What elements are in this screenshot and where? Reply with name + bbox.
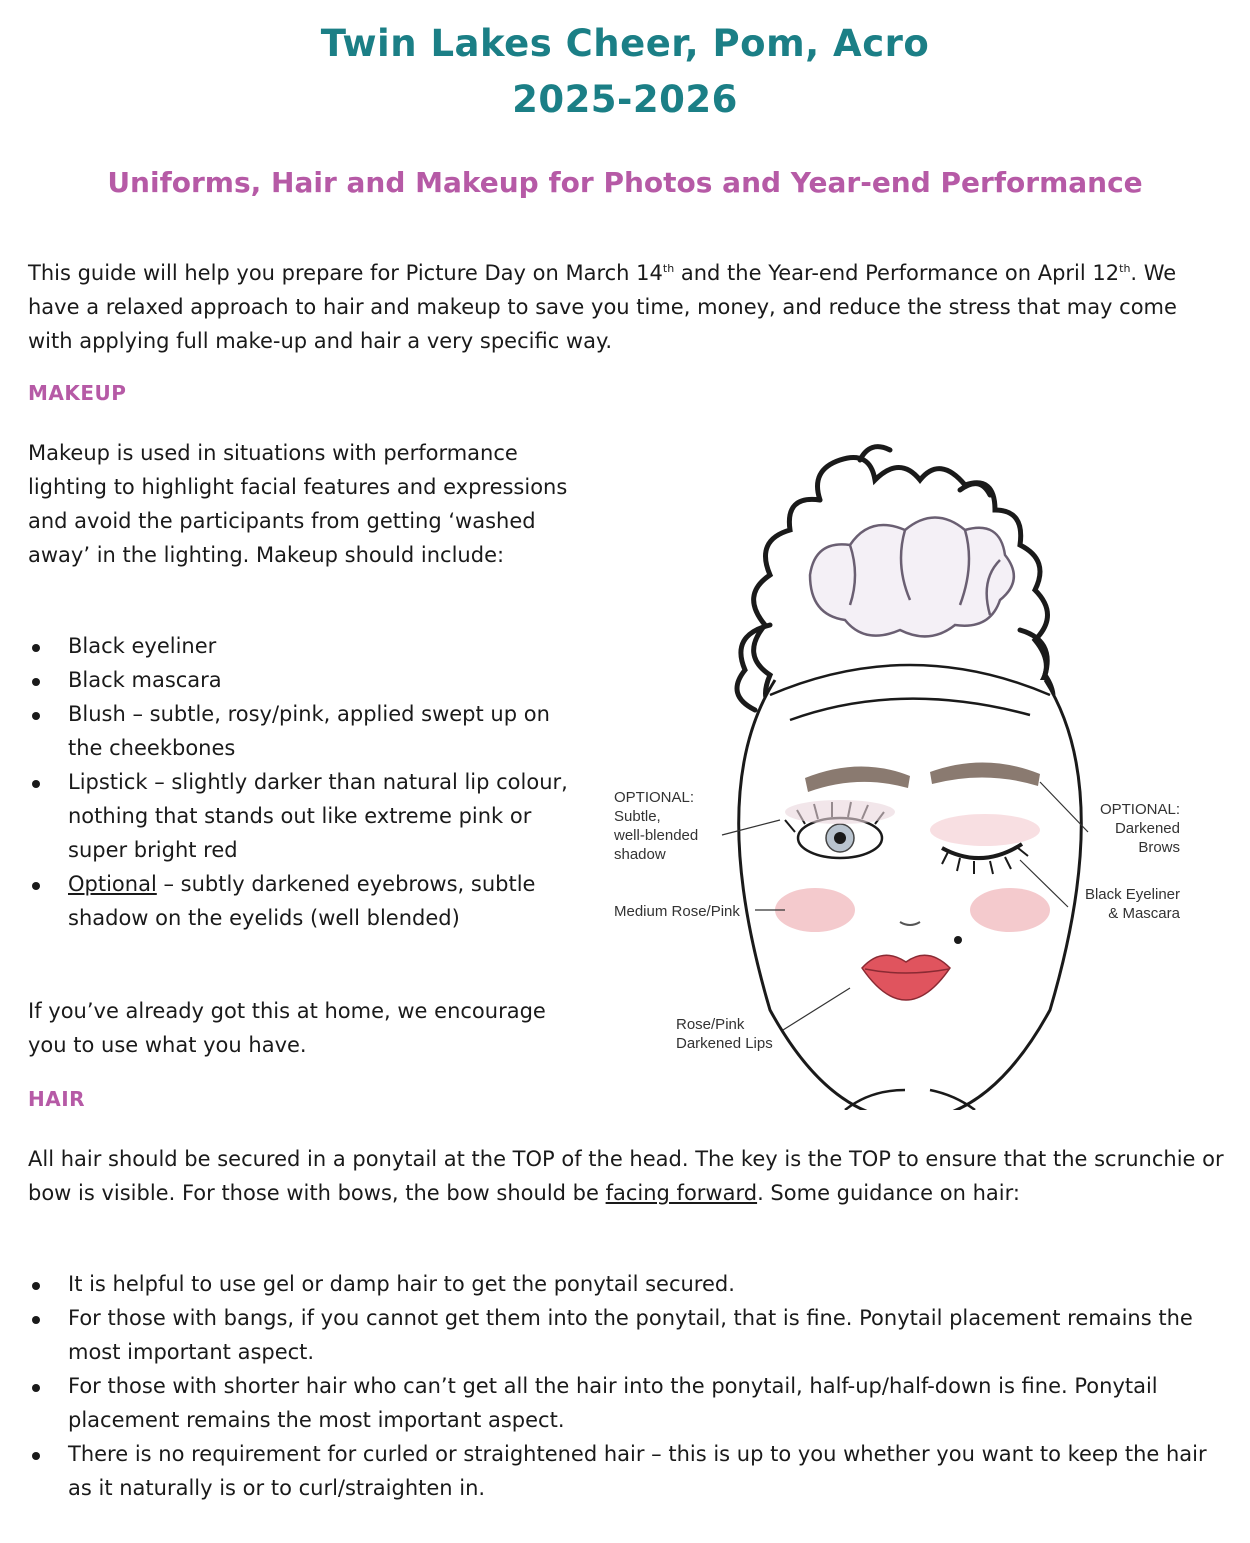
label-optional-shadow: OPTIONAL: Subtle, well-blended shadow bbox=[614, 789, 699, 863]
hair-intro-underlined: facing forward bbox=[605, 1181, 758, 1205]
label-optional-brows: OPTIONAL: Darkened Brows bbox=[1099, 801, 1180, 856]
intro-paragraph bbox=[28, 256, 1228, 358]
list-item bbox=[28, 765, 588, 867]
hair-heading: HAIR bbox=[28, 1087, 86, 1111]
label-lips: Rose/Pink Darkened Lips bbox=[676, 1016, 773, 1052]
list-item-text: It is helpful to use gel or damp hair to get the ponytail secured. bbox=[68, 1272, 735, 1296]
label-blush: Medium Rose/Pink bbox=[614, 903, 740, 920]
list-item-text: Blush – subtle, rosy/pink, applied swept up on the cheekbones bbox=[68, 702, 550, 760]
list-item bbox=[28, 1267, 1228, 1301]
list-item-text: There is no requirement for curled or straightened hair – this is up to you whether you want to keep the hair as it naturally is or to curl/straighten in. bbox=[68, 1442, 1207, 1500]
list-item-text: For those with shorter hair who can’t get all the hair into the ponytail, half-up/half-down is fine. Ponytail placement remains the most important aspect. bbox=[68, 1374, 1158, 1432]
list-item-text: Black mascara bbox=[68, 668, 222, 692]
intro-sup-1: th bbox=[662, 262, 675, 275]
list-item bbox=[28, 697, 588, 765]
hair-intro-text-1: All hair should be secured in a ponytail at the TOP of the head. The key is the TOP to ensure that the scrunchie or bow is visible. For those with bows, the bow should be bbox=[28, 1147, 1224, 1205]
makeup-outro: If you’ve already got this at home, we encourage you to use what you have. bbox=[28, 999, 546, 1057]
makeup-heading: MAKEUP bbox=[28, 381, 127, 405]
scrunchie-icon bbox=[810, 518, 1014, 637]
beauty-mark-icon bbox=[954, 936, 962, 944]
right-shadow-icon bbox=[930, 814, 1040, 846]
list-item bbox=[28, 629, 588, 663]
list-item bbox=[28, 1369, 1228, 1437]
bullet-icon bbox=[32, 678, 40, 686]
intro-text-3: . We have a relaxed approach to hair and makeup to save you time, money, and reduce the stress that may come with applying full make-up and hair a very specific way. bbox=[28, 261, 1177, 353]
list-item-text: Black eyeliner bbox=[68, 634, 217, 658]
bullet-icon bbox=[32, 712, 40, 720]
intro-sup-2: th bbox=[1119, 262, 1131, 275]
page-title: Twin Lakes Cheer, Pom, Acro bbox=[320, 22, 930, 65]
face-illustration bbox=[600, 420, 1220, 1110]
hair-list bbox=[28, 1267, 1228, 1505]
list-item bbox=[28, 663, 588, 697]
left-pupil-icon bbox=[834, 832, 846, 844]
label-eyeliner: Black Eyeliner & Mascara bbox=[1084, 886, 1180, 922]
right-blush-icon bbox=[970, 888, 1050, 932]
list-item bbox=[28, 867, 588, 935]
list-item-text: Lipstick – slightly darker than natural lip colour, nothing that stands out like extreme pink or super bright red bbox=[68, 770, 568, 862]
season-title: 2025-2026 bbox=[512, 78, 738, 121]
makeup-list bbox=[28, 629, 588, 935]
intro-text-1: This guide will help you prepare for Picture Day on March 14 bbox=[28, 261, 663, 285]
list-item-text: For those with bangs, if you cannot get them into the ponytail, that is fine. Ponytail placement remains the most important aspect. bbox=[68, 1306, 1193, 1364]
left-blush-icon bbox=[775, 888, 855, 932]
optional-label: Optional bbox=[68, 872, 157, 896]
left-shadow-icon bbox=[785, 800, 895, 824]
bullet-icon bbox=[32, 1452, 40, 1460]
list-item bbox=[28, 1301, 1228, 1369]
list-item bbox=[28, 1437, 1228, 1505]
bullet-icon bbox=[32, 780, 40, 788]
bullet-icon bbox=[32, 1316, 40, 1324]
makeup-intro: Makeup is used in situations with performance lighting to highlight facial features and expressions and avoid the participants from getting ‘washed away’ in the lighting. Makeup should include: bbox=[28, 441, 568, 567]
hair-intro bbox=[28, 1142, 1228, 1210]
bullet-icon bbox=[32, 882, 40, 890]
bullet-icon bbox=[32, 1384, 40, 1392]
bullet-icon bbox=[32, 644, 40, 652]
hair-intro-text-2: . Some guidance on hair: bbox=[757, 1181, 1020, 1205]
list-item-text: – subtly darkened eyebrows, subtle shadow on the eyelids (well blended) bbox=[68, 872, 536, 930]
intro-text-2: and the Year-end Performance on April 12 bbox=[674, 261, 1120, 285]
page-subtitle: Uniforms, Hair and Makeup for Photos and Year-end Performance bbox=[107, 166, 1143, 199]
bullet-icon bbox=[32, 1282, 40, 1290]
